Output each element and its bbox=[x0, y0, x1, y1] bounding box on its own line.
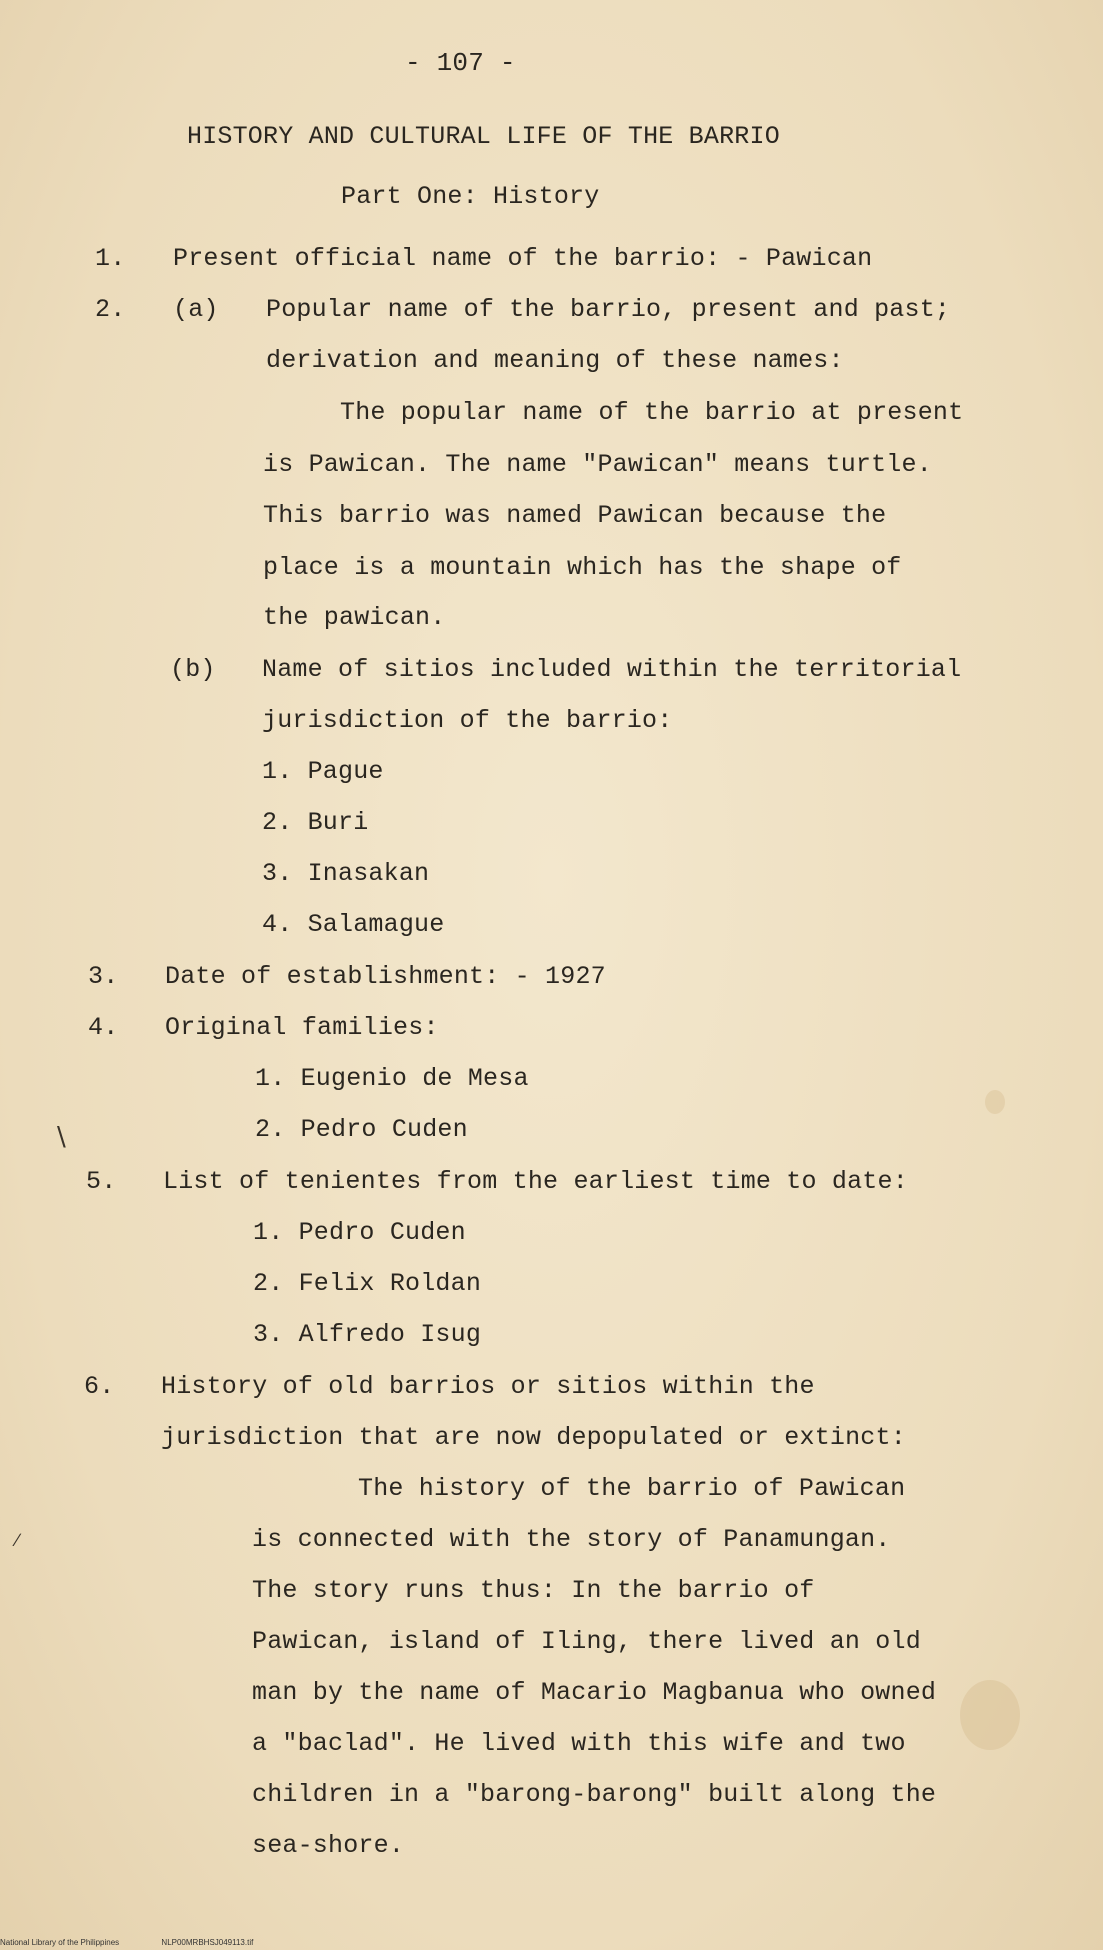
family-list-item: 1. Eugenio de Mesa bbox=[255, 1064, 529, 1093]
item-2b-text: Name of sitios included within the territorial bbox=[262, 655, 962, 684]
item-4-text: Original families: bbox=[165, 1013, 439, 1042]
teniente-list-item: 1. Pedro Cuden bbox=[253, 1218, 466, 1247]
pencil-mark-icon: ∖ bbox=[52, 1122, 69, 1152]
paragraph-line: sea-shore. bbox=[252, 1831, 405, 1860]
paragraph-line: a "baclad". He lived with this wife and two bbox=[252, 1729, 906, 1758]
paragraph-line: The history of the barrio of Pawican bbox=[358, 1474, 906, 1503]
library-label: National Library of the Philippines bbox=[0, 1938, 120, 1947]
page-number: - 107 - bbox=[405, 48, 516, 78]
teniente-list-item: 3. Alfredo Isug bbox=[253, 1320, 482, 1349]
paragraph-line: Pawican, island of Iling, there lived an old bbox=[252, 1627, 921, 1656]
paragraph-line: children in a "barong-barong" built along the bbox=[252, 1780, 937, 1809]
sitio-list-item: 3. Inasakan bbox=[262, 859, 430, 888]
teniente-list-item: 2. Felix Roldan bbox=[253, 1269, 482, 1298]
paragraph-line: This barrio was named Pawican because the bbox=[263, 501, 887, 530]
scan-footer bbox=[0, 1938, 293, 1947]
item-2b-label: (b) bbox=[170, 655, 216, 684]
sitio-list-item: 4. Salamague bbox=[262, 910, 445, 939]
item-2b-text: jurisdiction of the barrio: bbox=[262, 706, 673, 735]
file-id-label: NLP00MRBHSJ049113.tif bbox=[161, 1938, 254, 1947]
paragraph-line: place is a mountain which has the shape of bbox=[263, 553, 902, 582]
item-6-text: jurisdiction that are now depopulated or extinct: bbox=[161, 1423, 906, 1452]
paragraph-line: is connected with the story of Panamungan. bbox=[252, 1525, 891, 1554]
family-list-item: 2. Pedro Cuden bbox=[255, 1115, 468, 1144]
item-number-6: 6. bbox=[84, 1372, 115, 1401]
page-subtitle: Part One: History bbox=[341, 182, 600, 211]
page-title: HISTORY AND CULTURAL LIFE OF THE BARRIO bbox=[187, 122, 780, 151]
item-1-text: Present official name of the barrio: - Pawican bbox=[173, 244, 873, 273]
paragraph-line: The popular name of the barrio at present bbox=[340, 398, 964, 427]
item-number-4: 4. bbox=[88, 1013, 119, 1042]
item-2a-text: derivation and meaning of these names: bbox=[266, 346, 844, 375]
paper-stain bbox=[985, 1090, 1005, 1114]
item-2a-text: Popular name of the barrio, present and past; bbox=[266, 295, 951, 324]
paragraph-line: is Pawican. The name "Pawican" means turtle. bbox=[263, 450, 932, 479]
sitio-list-item: 1. Pague bbox=[262, 757, 384, 786]
item-number-5: 5. bbox=[86, 1167, 117, 1196]
sitio-list-item: 2. Buri bbox=[262, 808, 369, 837]
paragraph-line: The story runs thus: In the barrio of bbox=[252, 1576, 815, 1605]
item-5-text: List of tenientes from the earliest time to date: bbox=[163, 1167, 908, 1196]
paper-stain bbox=[960, 1680, 1020, 1750]
pencil-mark-icon: ∕ bbox=[16, 1530, 20, 1550]
paragraph-line: man by the name of Macario Magbanua who owned bbox=[252, 1678, 937, 1707]
item-number-3: 3. bbox=[88, 962, 119, 991]
item-3-text: Date of establishment: - 1927 bbox=[165, 962, 606, 991]
item-number-1: 1. bbox=[95, 244, 126, 273]
item-number-2: 2. bbox=[95, 295, 126, 324]
paragraph-line: the pawican. bbox=[263, 603, 446, 632]
item-2a-label: (a) bbox=[173, 295, 219, 324]
item-6-text: History of old barrios or sitios within the bbox=[161, 1372, 815, 1401]
